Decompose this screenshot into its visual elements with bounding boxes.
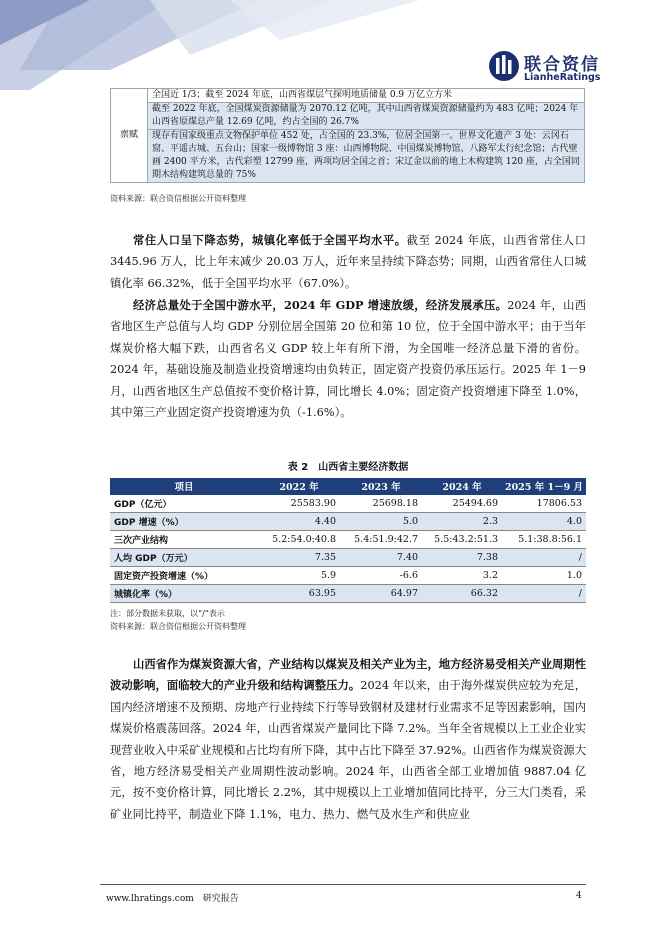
footer-site: www.lhratings.com 研究报告: [106, 894, 239, 904]
table-cell: 5.2:54.0:40.8: [258, 531, 340, 549]
table-cell: 7.38: [422, 549, 502, 567]
footer-divider: [100, 884, 586, 885]
row-label: GDP（亿元）: [110, 495, 258, 513]
table-cell: 25583.90: [258, 495, 340, 513]
paragraph-population: [110, 230, 586, 294]
row-label: 城镇化率（%）: [110, 585, 258, 603]
table-row: [110, 585, 586, 603]
table-row: [110, 549, 586, 567]
paragraph-body: 2024 年以来，由于海外煤炭供应较为充足，国内经济增速不及预期、房地产行业持续下行等导致钢材及建材行业需求不足等因素影响，国内煤炭价格震荡回落。2024 年，山西省煤炭产量同比下降 7.2%。当年全省规模以上工业企业实现营业收入中采矿业规模和占比均有所下降，其中占比下降至 37.92%。山西省作为煤炭资源大省，地方经济易受相关产业周期性波动影响。2024 年，山西省全部工业增加值 9887.04 亿元，按不变价格计算，同比增长 2.2%，其中规模以上工业增加值同比持平，分三大门类看，采矿业同比持平，制造业下降 1.1%，电力、热力、燃气及水生产和供应业: [110, 679, 586, 821]
table-cell: 7.35: [258, 549, 340, 567]
paragraph-heading: 山西省作为煤炭资源大省，产业结构以煤炭及相关产业为主，地方经济易受相关产业周期性波动影响，面临较大的产业升级和结构调整压力。: [110, 657, 586, 693]
paragraph-heading: 常住人口呈下降态势，城镇化率低于全国平均水平。: [133, 233, 407, 247]
table-row: [110, 513, 586, 531]
resource-table: [110, 88, 585, 183]
table-cell: 17806.53: [502, 495, 586, 513]
column-header: 2024 年: [422, 478, 502, 495]
row-label: 人均 GDP（万元）: [110, 549, 258, 567]
logo-text-en: LianheRatings: [524, 72, 601, 83]
table-cell: 5.4:51.9:42.7: [340, 531, 422, 549]
paragraph-body: 截至 2024 年底，山西省常住人口 3445.96 万人，比上年末减少 20.03 万人，近年来呈持续下降态势；同期，山西省常住人口城镇化率 66.32%，低于全国平均水平（67.0%）。: [110, 234, 586, 290]
table-cell: 63.95: [258, 585, 340, 603]
table-cell: 5.0: [340, 513, 422, 531]
table-cell: 5.9: [258, 567, 340, 585]
table-cell: /: [502, 585, 586, 603]
table-cell: 7.40: [340, 549, 422, 567]
table-row: 全国近 1/3；截至 2024 年底，山西省煤层气探明地质储量 0.9 万亿立方米: [148, 89, 585, 103]
page-number: 4: [576, 891, 582, 901]
table-cell: 4.40: [258, 513, 340, 531]
logo-text-cn: 联合资信: [524, 55, 600, 75]
column-header: 2022 年: [258, 478, 340, 495]
lianhe-logo-icon: [488, 50, 520, 82]
table-row: [110, 567, 586, 585]
table-cell: 3.2: [422, 567, 502, 585]
table-cell: 5.5:43.2:51.3: [422, 531, 502, 549]
table-cell: 25494.69: [422, 495, 502, 513]
table-note: 注：部分数据未获取，以“/”表示: [110, 609, 225, 618]
paragraph-economy: [110, 295, 586, 423]
column-header: 2025 年 1－9 月: [502, 478, 586, 495]
company-logo: [488, 50, 638, 84]
table-cell: 66.32: [422, 585, 502, 603]
row-label: 固定资产投资增速（%）: [110, 567, 258, 585]
row-label: 三次产业结构: [110, 531, 258, 549]
column-header: 项目: [110, 478, 258, 495]
category-cell: 禀赋: [111, 89, 148, 183]
table-row: 截至 2022 年底，全国煤炭资源储量为 2070.12 亿吨，其中山西省煤炭资源储量约为 483 亿吨；2024 年山西省原煤总产量 12.69 亿吨，约占全国的 26.7%: [148, 103, 585, 130]
paragraph-body: 2024 年，山西省地区生产总值与人均 GDP 分别位居全国第 20 位和第 10 位，位于全国中游水平；由于当年煤炭价格大幅下跌，山西省名义 GDP 较上年有所下滑，为全国唯一经济总量下滑的省份。2024 年，基础设施及制造业投资增速均由负转正，固定资产投资仍承压运行。2025 年 1－9 月，山西省地区生产总值按不变价格计算，同比增长 4.0%；固定资产投资增速下降至 1.0%，其中第三产业固定资产投资增速为负（-1.6%）。: [110, 299, 586, 420]
table-cell: -6.6: [340, 567, 422, 585]
table-row: [110, 531, 586, 549]
table-cell: 4.0: [502, 513, 586, 531]
source-note: 资料来源：联合资信根据公开资料整理: [110, 194, 246, 203]
table-title: 表 2 山西省主要经济数据: [287, 462, 409, 473]
table-row: [110, 495, 586, 513]
table-row: 现存有国家级重点文物保护单位 452 处，占全国的 23.3%，位居全国第一。世界文化遗产 3 处：云冈石窟、平遥古城、五台山；国家一级博物馆 3 座：山西博物院、中国煤炭博物馆、八路军太行纪念馆；古代壁画 2400 平方米，古代彩塑 12799 座，两项均居全国之首；宋辽金以前的地上木构建筑 120 座，占全国同期木结构建筑总量的 75%: [148, 130, 585, 183]
table-cell: /: [502, 549, 586, 567]
table-cell: 5.1:38.8:56.1: [502, 531, 586, 549]
table-cell: 1.0: [502, 567, 586, 585]
table-cell: 2.3: [422, 513, 502, 531]
table-cell: 64.97: [340, 585, 422, 603]
table-header-row: [110, 478, 586, 495]
economic-data-table: [110, 478, 586, 603]
paragraph-heading: 经济总量处于全国中游水平，2024 年 GDP 增速放缓，经济发展承压。: [133, 298, 508, 312]
row-label: GDP 增速（%）: [110, 513, 258, 531]
table-cell: 25698.18: [340, 495, 422, 513]
column-header: 2023 年: [340, 478, 422, 495]
source-note: 资料来源：联合资信根据公开资料整理: [110, 622, 246, 631]
paragraph-industry: [110, 654, 586, 825]
